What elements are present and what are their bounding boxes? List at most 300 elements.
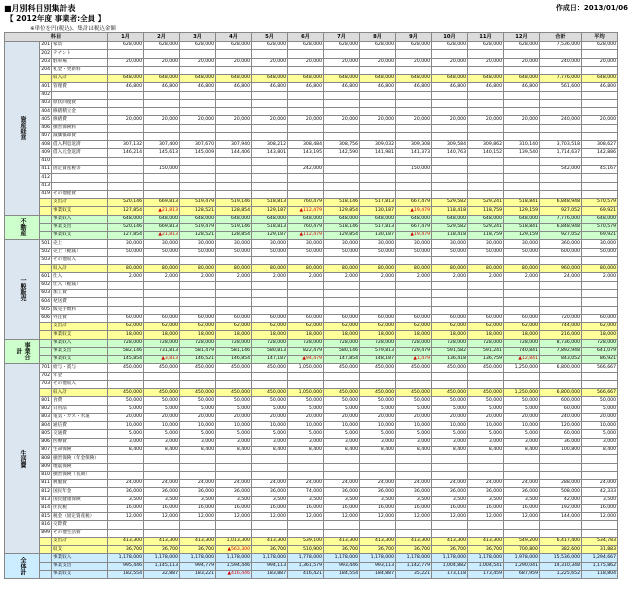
value-cell: ▲21,813 (144, 232, 180, 240)
value-cell: 1,250,000 (504, 389, 540, 397)
value-cell: 36,000 (504, 488, 540, 496)
value-cell: 519,146 (216, 199, 252, 207)
value-cell (504, 174, 540, 182)
value-cell: 20,000 (396, 58, 432, 66)
header-cell: 10月 (432, 33, 468, 42)
value-cell (144, 190, 180, 198)
value-cell (288, 471, 324, 479)
value-cell (288, 50, 324, 58)
account-name: 支出計 (52, 199, 108, 207)
value-cell: 1,361,579 (288, 562, 324, 570)
value-cell: ▲416,446 (216, 571, 252, 579)
value-cell (396, 463, 432, 471)
value-cell: 529,582 (432, 199, 468, 207)
value-cell: 46,800 (432, 83, 468, 91)
value-cell: 62,000 (504, 323, 540, 331)
value-cell: 1,250,000 (504, 364, 540, 372)
value-cell: 60,000 (396, 314, 432, 322)
value-cell (180, 124, 216, 132)
value-cell: 20,000 (582, 116, 618, 124)
value-cell: 450,000 (468, 364, 504, 372)
value-cell: 32,887 (144, 571, 180, 579)
value-cell: 118,804 (582, 571, 618, 579)
header-cell: 合計 (540, 33, 582, 42)
value-cell: 15,536,000 (540, 554, 582, 562)
value-cell: 308,212 (252, 141, 288, 149)
value-cell (324, 182, 360, 190)
value-cell: 2,000 (108, 273, 144, 281)
value-cell: 24,000 (396, 480, 432, 488)
value-cell: 50,000 (252, 248, 288, 256)
value-cell (540, 182, 582, 190)
summary-table (4, 32, 618, 579)
value-cell (324, 463, 360, 471)
table-row (5, 430, 618, 438)
value-cell: 20,000 (324, 58, 360, 66)
value-cell: 20,000 (582, 413, 618, 421)
value-cell: 30,000 (432, 240, 468, 248)
value-cell (396, 124, 432, 132)
account-name: 交際費 (52, 521, 108, 529)
value-cell: 648,000 (432, 75, 468, 83)
value-cell: 960,000 (540, 265, 582, 273)
value-cell: 5,000 (504, 430, 540, 438)
account-name: 税金（固定資産税） (52, 513, 108, 521)
value-cell: 5,000 (144, 405, 180, 413)
value-cell: 80,000 (360, 265, 396, 273)
value-cell (180, 306, 216, 314)
value-cell (108, 289, 144, 297)
account-code: 805 (40, 430, 52, 438)
value-cell: 600,000 (540, 397, 582, 405)
value-cell: 648,000 (396, 215, 432, 223)
value-cell (252, 190, 288, 198)
value-cell: 8,400 (288, 447, 324, 455)
value-cell: 36,000 (144, 488, 180, 496)
account-name: 損害保険（長期） (52, 471, 108, 479)
value-cell: 628,000 (432, 42, 468, 50)
table-row (5, 232, 618, 240)
account-code (40, 199, 52, 207)
account-code: 408 (40, 141, 52, 149)
value-cell: 60,000 (252, 314, 288, 322)
value-cell (540, 91, 582, 99)
value-cell: 36,700 (252, 546, 288, 554)
value-cell: 1,178,000 (108, 554, 144, 562)
value-cell (180, 298, 216, 306)
value-cell (468, 289, 504, 297)
value-cell: 519,479 (180, 199, 216, 207)
value-cell: 582,146 (108, 347, 144, 355)
value-cell (432, 306, 468, 314)
value-cell (324, 99, 360, 107)
value-cell (396, 91, 432, 99)
value-cell: 30,000 (582, 240, 618, 248)
value-cell (252, 521, 288, 529)
value-cell (468, 124, 504, 132)
value-cell: 30,000 (216, 240, 252, 248)
account-name: 国民年金 (52, 488, 108, 496)
value-cell (144, 380, 180, 388)
value-cell (144, 372, 180, 380)
value-cell: 648,000 (396, 75, 432, 83)
value-cell (252, 372, 288, 380)
value-cell: 20,000 (468, 413, 504, 421)
value-cell (252, 306, 288, 314)
value-cell (108, 306, 144, 314)
value-cell (468, 529, 504, 537)
value-cell: 18,000 (252, 331, 288, 339)
value-cell: 1,178,000 (252, 554, 288, 562)
value-cell (468, 298, 504, 306)
account-code (40, 232, 52, 240)
table-row (5, 562, 618, 570)
value-cell: ▲3,813 (144, 356, 180, 364)
value-cell: 8,400 (396, 447, 432, 455)
value-cell: 60,000 (216, 314, 252, 322)
value-cell: 1,178,000 (360, 554, 396, 562)
value-cell (468, 256, 504, 264)
value-cell: 728,000 (396, 339, 432, 347)
value-cell: 118,418 (432, 232, 468, 240)
value-cell: 517,813 (360, 199, 396, 207)
value-cell (360, 174, 396, 182)
value-cell: 46,800 (324, 83, 360, 91)
value-cell (144, 529, 180, 537)
value-cell (180, 529, 216, 537)
value-cell: 50,000 (504, 248, 540, 256)
value-cell: 80,000 (432, 265, 468, 273)
value-cell (504, 66, 540, 74)
value-cell (144, 463, 180, 471)
table-row (5, 248, 618, 256)
value-cell (180, 165, 216, 173)
value-cell: 5,000 (288, 430, 324, 438)
account-code (40, 554, 52, 562)
value-cell (252, 289, 288, 297)
value-cell (108, 529, 144, 537)
value-cell (468, 157, 504, 165)
report-note: ※単位を円(税込)、集計は税込金額 (30, 26, 116, 32)
value-cell (324, 306, 360, 314)
value-cell (144, 182, 180, 190)
value-cell: 136,418 (432, 356, 468, 364)
value-cell: 518,813 (252, 223, 288, 231)
value-cell (504, 157, 540, 165)
value-cell: 216,000 (540, 331, 582, 339)
value-cell (360, 91, 396, 99)
value-cell: 648,000 (288, 215, 324, 223)
value-cell: 30,000 (252, 240, 288, 248)
value-cell: 450,000 (180, 389, 216, 397)
value-cell: 69,921 (582, 207, 618, 215)
value-cell: 5,000 (108, 430, 144, 438)
value-cell: 50,000 (360, 248, 396, 256)
value-cell (288, 174, 324, 182)
value-cell (252, 50, 288, 58)
value-cell (360, 281, 396, 289)
value-cell: 8,400 (360, 447, 396, 455)
table-row (5, 256, 618, 264)
value-cell (216, 50, 252, 58)
value-cell (432, 463, 468, 471)
value-cell: 24,000 (468, 480, 504, 488)
table-row (5, 157, 618, 165)
value-cell: 183,221 (180, 571, 216, 579)
value-cell (180, 91, 216, 99)
value-cell: 12,000 (582, 513, 618, 521)
value-cell (504, 521, 540, 529)
value-cell: 50,000 (108, 248, 144, 256)
value-cell (540, 132, 582, 140)
value-cell: 46,800 (360, 83, 396, 91)
value-cell (468, 521, 504, 529)
account-code: 809 (40, 463, 52, 471)
value-cell: 20,000 (216, 116, 252, 124)
value-cell: 3,000 (432, 438, 468, 446)
table-row (5, 447, 618, 455)
value-cell: 173,459 (468, 571, 504, 579)
account-code: 412 (40, 174, 52, 182)
value-cell (216, 463, 252, 471)
value-cell (540, 529, 582, 537)
value-cell: 382,600 (540, 546, 582, 554)
account-code: 801 (40, 397, 52, 405)
value-cell (540, 256, 582, 264)
value-cell: 183,887 (252, 571, 288, 579)
value-cell (288, 256, 324, 264)
value-cell: 10,000 (360, 422, 396, 430)
value-cell (504, 463, 540, 471)
value-cell: 308,627 (582, 141, 618, 149)
value-cell: 3,500 (504, 496, 540, 504)
value-cell: 20,000 (468, 58, 504, 66)
value-cell: 36,000 (180, 488, 216, 496)
value-cell: 16,000 (180, 504, 216, 512)
value-cell: 10,000 (582, 422, 618, 430)
value-cell: 1,290,041 (504, 562, 540, 570)
value-cell (216, 174, 252, 182)
value-cell: 20,000 (108, 58, 144, 66)
table-row (5, 455, 618, 463)
value-cell (324, 174, 360, 182)
value-cell: 30,000 (108, 240, 144, 248)
value-cell: 20,000 (144, 116, 180, 124)
value-cell: 62,000 (582, 323, 618, 331)
value-cell: 10,000 (180, 422, 216, 430)
value-cell: 50,000 (324, 248, 360, 256)
value-cell: 628,000 (180, 42, 216, 50)
account-code (40, 356, 52, 364)
value-cell (216, 66, 252, 74)
value-cell: 18,000 (216, 331, 252, 339)
account-name: 被服費 (52, 480, 108, 488)
value-cell (582, 190, 618, 198)
table-row (5, 323, 618, 331)
value-cell (144, 174, 180, 182)
value-cell: 648,000 (360, 215, 396, 223)
value-cell (108, 99, 144, 107)
table-row (5, 405, 618, 413)
value-cell: 18,000 (288, 331, 324, 339)
account-name: 食費 (52, 397, 108, 405)
account-name: 収入計 (52, 75, 108, 83)
value-cell (252, 165, 288, 173)
value-cell: 307,670 (180, 141, 216, 149)
value-cell: 728,000 (504, 339, 540, 347)
value-cell (108, 281, 144, 289)
value-cell (324, 256, 360, 264)
value-cell (180, 380, 216, 388)
value-cell (180, 99, 216, 107)
account-code: 602 (40, 281, 52, 289)
value-cell (324, 471, 360, 479)
value-cell: 450,000 (360, 364, 396, 372)
value-cell: 600,000 (540, 248, 582, 256)
value-cell: 18,000 (108, 331, 144, 339)
account-code: 501 (40, 240, 52, 248)
value-cell: 450,000 (252, 364, 288, 372)
value-cell: 700,800 (504, 546, 540, 554)
value-cell: 36,700 (396, 546, 432, 554)
value-cell (324, 157, 360, 165)
value-cell: 80,000 (180, 265, 216, 273)
value-cell (216, 289, 252, 297)
value-cell: 1,004,541 (468, 562, 504, 570)
account-code: 702 (40, 372, 52, 380)
value-cell: 8,400 (144, 447, 180, 455)
value-cell: 46,800 (144, 83, 180, 91)
value-cell: 12,000 (180, 513, 216, 521)
value-cell (582, 306, 618, 314)
value-cell: 60,000 (540, 405, 582, 413)
value-cell: 46,800 (582, 83, 618, 91)
value-cell: 416,421 (288, 571, 324, 579)
value-cell: 518,841 (504, 199, 540, 207)
value-cell (540, 289, 582, 297)
value-cell: 62,000 (180, 323, 216, 331)
account-code: 402 (40, 91, 52, 99)
value-cell: 36,700 (144, 546, 180, 554)
value-cell: 130,187 (360, 232, 396, 240)
value-cell: 529,582 (432, 223, 468, 231)
value-cell: 413,300 (360, 537, 396, 545)
account-name: 日用品 (52, 405, 108, 413)
account-name: その他収入 (52, 256, 108, 264)
value-cell (360, 463, 396, 471)
value-cell: 12,000 (504, 513, 540, 521)
value-cell: 140,763 (432, 149, 468, 157)
table-row (5, 273, 618, 281)
value-cell (582, 132, 618, 140)
value-cell (144, 157, 180, 165)
value-cell (108, 157, 144, 165)
value-cell: 561,600 (540, 83, 582, 91)
value-cell: 128,854 (216, 207, 252, 215)
value-cell: 2,000 (582, 273, 618, 281)
value-cell (540, 380, 582, 388)
value-cell: 62,000 (432, 323, 468, 331)
value-cell (360, 157, 396, 165)
value-cell (360, 165, 396, 173)
value-cell (216, 190, 252, 198)
value-cell (144, 471, 180, 479)
value-cell: 18,000 (504, 331, 540, 339)
value-cell: 147,854 (324, 356, 360, 364)
value-cell: 31,883 (582, 546, 618, 554)
value-cell (504, 165, 540, 173)
account-code: 403 (40, 99, 52, 107)
account-name: 給与・賞与 (52, 364, 108, 372)
value-cell (396, 157, 432, 165)
value-cell: 141,981 (360, 149, 396, 157)
header-cell: 4月 (216, 33, 252, 42)
value-cell: 1,178,000 (432, 554, 468, 562)
value-cell: 24,000 (432, 480, 468, 488)
value-cell (252, 132, 288, 140)
account-name: 国民健康保険 (52, 496, 108, 504)
value-cell: 519,479 (180, 223, 216, 231)
value-cell (144, 289, 180, 297)
value-cell: 5,000 (324, 405, 360, 413)
value-cell: 5,000 (144, 430, 180, 438)
table-row (5, 496, 618, 504)
value-cell: 570,579 (582, 199, 618, 207)
value-cell: 16,000 (288, 504, 324, 512)
header-cell-subject: 科目 (5, 33, 108, 42)
value-cell: 36,700 (360, 546, 396, 554)
value-cell (252, 124, 288, 132)
value-cell: 145,613 (144, 149, 180, 157)
table-row (5, 240, 618, 248)
account-name: 借入元金返済 (52, 149, 108, 157)
value-cell: 729,479 (396, 347, 432, 355)
value-cell: 36,700 (324, 546, 360, 554)
value-cell: 140,152 (468, 149, 504, 157)
value-cell (540, 99, 582, 107)
value-cell: 30,000 (360, 240, 396, 248)
value-cell: 242,000 (288, 165, 324, 173)
value-cell: 60,000 (324, 314, 360, 322)
value-cell (540, 463, 582, 471)
account-name: 交通費 (52, 430, 108, 438)
value-cell: 30,000 (144, 240, 180, 248)
value-cell: 8,400 (432, 447, 468, 455)
category-label: 一般販売 (5, 240, 40, 339)
value-cell: 307,132 (108, 141, 144, 149)
value-cell: 20,000 (324, 116, 360, 124)
value-cell (252, 455, 288, 463)
account-code: 812 (40, 488, 52, 496)
header-cell: 7月 (324, 33, 360, 42)
value-cell: 80,000 (396, 265, 432, 273)
header-cell: 8月 (360, 33, 396, 42)
table-row (5, 372, 618, 380)
value-cell (216, 165, 252, 173)
value-cell (540, 66, 582, 74)
account-name: 電気・ガス・水道 (52, 413, 108, 421)
value-cell: 3,000 (288, 438, 324, 446)
value-cell (396, 521, 432, 529)
value-cell: 147,187 (252, 356, 288, 364)
value-cell: 648,000 (180, 75, 216, 83)
account-name: その他収入 (52, 380, 108, 388)
account-code: 814 (40, 504, 52, 512)
value-cell: 20,000 (252, 116, 288, 124)
value-cell: 50,000 (216, 248, 252, 256)
table-row (5, 207, 618, 215)
table-row (5, 488, 618, 496)
